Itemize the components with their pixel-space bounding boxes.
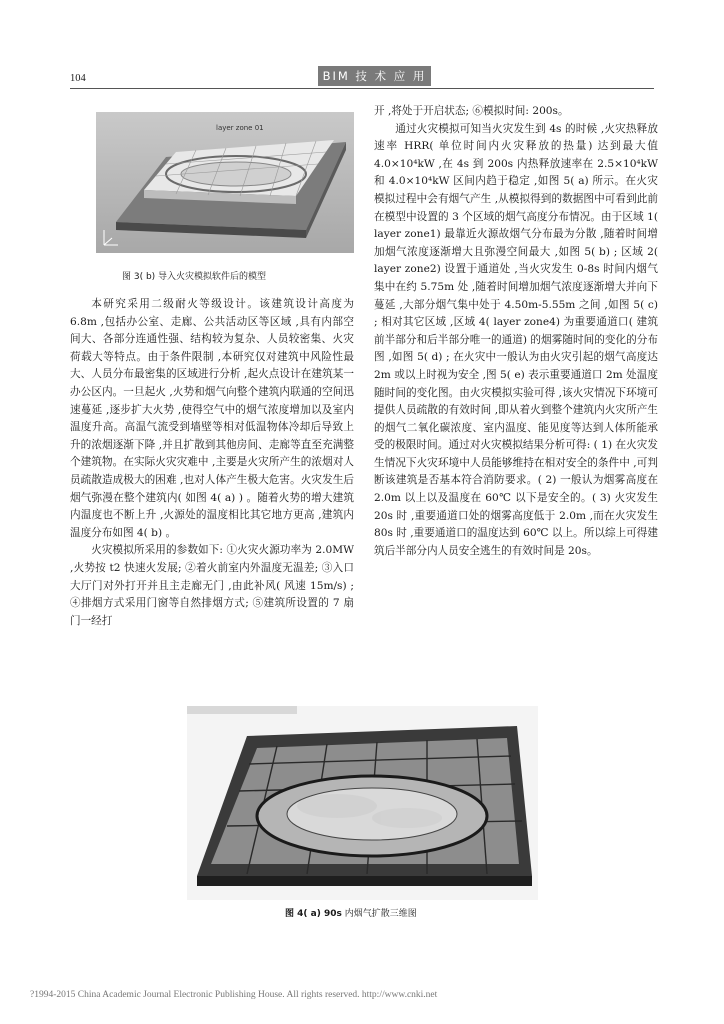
figure-3b-model-image [96,112,354,253]
paragraph: 通过火灾模拟可知当火灾发生到 4s 的时候 ,火灾热释放速率 HRR( 单位时间内火灾释放的热量) 达到最大值 4.0×10⁴kW ,在 4s 到 200s 内热释放速率在 2.5×10⁴kW 和 4.0×10⁴kW 区间内趋于稳定 ,如图 5( a) 所示。在火灾模拟过程中会有烟气产生 ,从模拟得到的数据图中可看到此前在模型中设置的 3 个区域的烟气高度分布情况。由于区域 1( layer zone1) 最靠近火源故烟气分布最为分散 ,随着时间增加烟气浓度逐渐增大且弥漫空间最大 ,如图 5( b) ; 区域 2( layer zone2) 设置于通道处 ,当火灾发生 0-8s 时间内烟气集中在约 5.75m 处 ,随着时间增加烟气浓度逐渐增大并向下蔓延 ,大部分烟气集中处于 4.50m-5.55m 之间 ,如图 5( c) ; 相对其它区域 ,区域 4( layer zone4) 为重要通道口( 建筑前半部分和后半部分唯一的通道) 的烟雾随时间的变化的分布图 ,如图 5( d) ; 在火灾中一般认为由火灾引起的烟气高度达 2m 或以上时视为安全 ,图 5( e) 表示重要通道口 2m 处温度随时间的变化图。由火灾模拟实验可得 ,该火灾情况下环境可提供人员疏散的有效时间 ,即从着火到整个建筑内火灾所产生的烟气二氧化碳浓度、室内温度、能见度等达到人体所能承受的极限时间。通过对火灾模拟结果分析可得: ( 1) 在火灾发生情况下火灾环境中人员能够维持在相对安全的条件中 ,可判断该建筑是否基本符合消防要求。( 2) 一般认为烟雾高度在 2.0m 以上以及温度在 60℃ 以下是安全的。( 3) 火灾发生 20s 时 ,重要通道口处的烟雾高度低于 2.0m ,而在火灾发生 80s 时 ,重要通道口的温度达到 60℃ 以上。所以综上可得建筑后半部分内人员安全逃生的有效时间是 20s。 [374,122,658,557]
figure-4a-caption-text: 内烟气扩散三维图 [341,909,417,919]
figure-4a-caption-label: 图 4( a) 90s [285,909,342,919]
figure-4a-smoke-spread-image [187,706,538,900]
left-text-column [70,296,354,630]
figure-4a-caption [285,906,417,919]
paragraph: 本研究采用二级耐火等级设计。该建筑设计高度为 6.8m ,包括办公室、走廊、公共活动区等区域 ,具有内部空间大、各部分连通性强、结构较为复杂、人员较密集、火灾荷载大等特点。由于条件限制 ,本研究仅对建筑中风险性最大、人员分布最密集的区域进行分析 ,起火点设计在建筑某一办公区内。一旦起火 ,火势和烟气向整个建筑内联通的空间迅速蔓延 ,逐步扩大火势 ,使得空气中的烟气浓度增加以及室内温度升高。高温气流受到墙壁等相对低温物体冷却后导致上升的浓烟逐渐下降 ,并且扩散到其他房间、走廊等直至充满整个建筑物。在实际火灾灾难中 ,主要是火灾所产生的浓烟对人员疏散造成极大的困难 ,也对人体产生极大危害。火灾发生后烟气弥漫在整个建筑内( 如图 4( a) ) 。随着火势的增大建筑内温度也不断上升 ,火源处的温度相比其它地方更高 ,建筑内温度分布如图 4( b) 。 [70,298,354,539]
journal-section-banner: BIM 技 术 应 用 [318,66,431,86]
header-rule [70,88,654,89]
page-number: 104 [70,73,86,84]
paragraph: 火灾模拟所采用的参数如下: ①火灾火源功率为 2.0MW ,火势按 t2 快速火发展; ②着火前室内外温度无温差; ③入口大厅门对外打开并且主走廊无门 ,由此补风( 风速 15m/s) ; ④排烟方式采用门窗等自然排烟方式; ⑤建筑所设置的 7 扇门一经打 [70,544,354,627]
right-text-column [374,103,658,560]
figure-3b-overlay-label: layer zone 01 [216,124,264,132]
copyright-footer: ?1994-2015 China Academic Journal Electronic Publishing House. All rights reserved. http://www.cnki.net [30,990,438,1000]
figure-3b-caption: 图 3( b) 导入火灾模拟软件后的模型 [122,272,267,282]
paragraph: 开 ,将处于开启状态; ⑥模拟时间: 200s。 [374,105,569,117]
